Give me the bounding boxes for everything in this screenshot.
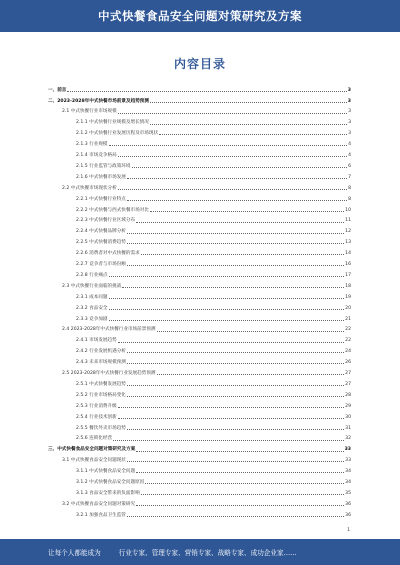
- toc-leader-dots: [127, 385, 344, 386]
- toc-entry[interactable]: [62, 106, 351, 115]
- toc-leader-dots: [118, 113, 347, 114]
- toc-leader-dots: [109, 298, 345, 299]
- toc-entry-page: 33: [344, 447, 351, 453]
- document-title: 中式快餐食品安全问题对策研究及方案: [98, 9, 302, 23]
- toc-entry-title: 3.1.3 食品安全带来的负面影响: [76, 490, 140, 496]
- toc-entry[interactable]: [76, 149, 351, 158]
- toc-heading: 内容目录: [173, 57, 226, 71]
- footer-slogan: 让每个人都能成为: [48, 549, 101, 557]
- toc-entry[interactable]: [76, 302, 351, 311]
- toc-entry-page: 26: [345, 360, 351, 366]
- toc-entry[interactable]: [76, 346, 351, 355]
- toc-entry-title: 2.1 中式快餐行业市场规模: [62, 109, 117, 115]
- toc-entry-title: 2.2 中式快餐市场现状分析: [62, 185, 117, 191]
- toc-entry-page: 29: [345, 403, 351, 409]
- toc-entry[interactable]: [76, 139, 351, 148]
- toc-entry[interactable]: [76, 258, 351, 267]
- toc-entry[interactable]: [76, 476, 351, 485]
- toc-leader-dots: [150, 211, 344, 212]
- toc-leader-dots: [157, 374, 345, 375]
- toc-entry[interactable]: [76, 248, 351, 257]
- toc-entry-page: 35: [345, 490, 351, 496]
- toc-leader-dots: [118, 418, 344, 419]
- toc-entry-title: 2.2.7 竞争者与市场份额: [76, 262, 126, 268]
- toc-entry-page: 3: [347, 98, 351, 104]
- toc-entry-title: 2.5.4 行业技术创新: [76, 414, 117, 420]
- toc-leader-dots: [67, 91, 346, 92]
- toc-leader-dots: [141, 254, 344, 255]
- toc-leader-dots: [109, 145, 348, 146]
- toc-entry[interactable]: [76, 215, 351, 224]
- toc-entry-page: 11: [345, 218, 351, 224]
- toc-entry-page: 7: [348, 174, 351, 180]
- toc-entry-page: 12: [345, 229, 351, 235]
- toc-entry-page: 4: [348, 142, 351, 148]
- toc-entry[interactable]: [76, 378, 351, 387]
- toc-entry-page: 22: [345, 338, 351, 344]
- toc-entry[interactable]: [76, 433, 351, 442]
- toc-entry-title: 2.1.3 行业规模: [76, 142, 108, 148]
- toc-entry[interactable]: [76, 291, 351, 300]
- toc-entry-page: 20: [345, 305, 351, 311]
- toc-entry-title: 2.5.3 行业消费升级: [76, 403, 117, 409]
- toc-entry-page: 21: [345, 316, 351, 322]
- toc-leader-dots: [109, 309, 345, 310]
- toc-entry[interactable]: [76, 128, 351, 137]
- toc-entry[interactable]: [48, 84, 351, 93]
- toc-leader-dots: [127, 396, 344, 397]
- toc-entry[interactable]: [62, 182, 351, 191]
- toc-entry-page: 8: [348, 185, 351, 191]
- toc-entry-title: 2.2.2 中式快餐与西式快餐市场对比: [76, 207, 149, 213]
- toc-leader-dots: [127, 352, 344, 353]
- toc-entry[interactable]: [48, 444, 351, 453]
- toc-entry-title: 2.1.5 行业监管与政策环境: [76, 163, 131, 169]
- toc-entry[interactable]: [76, 335, 351, 344]
- toc-leader-dots: [113, 440, 344, 441]
- toc-entry[interactable]: [76, 466, 351, 475]
- toc-entry-page: 36: [345, 512, 351, 518]
- toc-entry-title: 2.5.2 行业市场格局变化: [76, 392, 126, 398]
- toc-entry-title: 2.4.2 行业发展机遇分析: [76, 349, 126, 355]
- toc-entry-page: 22: [345, 327, 351, 333]
- toc-leader-dots: [136, 505, 344, 506]
- toc-entry-title: 2.2.8 行业痛点: [76, 272, 108, 278]
- toc-leader-dots: [127, 363, 344, 364]
- toc-entry-page: 27: [345, 381, 351, 387]
- toc-entry[interactable]: [76, 237, 351, 246]
- toc-entry-page: 10: [345, 207, 351, 213]
- toc-entry-title: 2.1.4 市场竞争格局: [76, 153, 117, 159]
- toc-entry-page: 3: [347, 87, 351, 93]
- toc-entry-page: 3: [348, 120, 351, 126]
- toc-entry-page: 17: [345, 272, 351, 278]
- toc-entry[interactable]: [76, 193, 351, 202]
- page-number: 1: [347, 528, 350, 533]
- toc-entry-title: 3.2.1 加强食品卫生监管: [76, 512, 126, 518]
- toc-entry[interactable]: [62, 455, 351, 464]
- toc-entry-title: 2.3.2 食品安全: [76, 305, 108, 311]
- toc-entry[interactable]: [76, 171, 351, 180]
- toc-leader-dots: [136, 222, 344, 223]
- toc-entry[interactable]: [76, 269, 351, 278]
- toc-leader-dots: [127, 429, 344, 430]
- toc-leader-dots: [136, 472, 344, 473]
- toc-leader-dots: [150, 124, 347, 125]
- toc-entry[interactable]: [76, 313, 351, 322]
- page-footer: [0, 539, 400, 565]
- toc-entry-page: 33: [345, 458, 351, 464]
- toc-entry-page: 13: [345, 240, 351, 246]
- toc-leader-dots: [118, 342, 344, 343]
- toc-leader-dots: [127, 516, 344, 517]
- toc-entry[interactable]: [48, 95, 351, 104]
- toc-leader-dots: [132, 167, 348, 168]
- toc-leader-dots: [141, 494, 344, 495]
- footer-tagline: 行业专家、管理专家、营销专家、战略专家、成功企业家……: [118, 549, 297, 557]
- toc-leader-dots: [127, 243, 344, 244]
- toc-entry-page: 6: [348, 163, 351, 169]
- toc-entry-title: 二、2023-2028年中式快餐市场前景及趋势预测: [48, 98, 149, 104]
- toc-leader-dots: [159, 134, 347, 135]
- toc-entry-title: 2.4.3 未来市场规模预测: [76, 360, 126, 366]
- toc-entry-page: 32: [345, 436, 351, 442]
- toc-entry-title: 2.1.1 中式快餐行业规模及增长情况: [76, 120, 149, 126]
- toc-entry-page: 34: [345, 480, 351, 486]
- toc-entry[interactable]: [76, 411, 351, 420]
- toc-leader-dots: [109, 276, 345, 277]
- toc-entry-title: 2.2.3 中式快餐行业区域分布: [76, 218, 136, 224]
- toc-entry-page: 19: [345, 294, 351, 300]
- toc-entry-title: 2.5.1 中式快餐发展趋势: [76, 381, 126, 387]
- toc-entry-page: 30: [345, 414, 351, 420]
- toc-entry-page: 16: [345, 262, 351, 268]
- toc-entry-page: 34: [345, 469, 351, 475]
- toc-entry-page: 24: [345, 349, 351, 355]
- toc-leader-dots: [127, 200, 347, 201]
- toc-entry-title: 2.3 中式快餐行业面临的挑战: [62, 283, 122, 289]
- toc-leader-dots: [145, 483, 344, 484]
- toc-entry-page: 28: [345, 392, 351, 398]
- toc-leader-dots: [127, 178, 347, 179]
- toc-leader-dots: [109, 320, 345, 321]
- toc-entry[interactable]: [76, 226, 351, 235]
- toc-entry-title: 2.4 2023-2028年中式快餐行业市场前景预测: [62, 327, 156, 333]
- toc-entry-title: 2.2.6 消费者对中式快餐的需求: [76, 251, 140, 257]
- toc-entry[interactable]: [76, 357, 351, 366]
- toc-entry-page: 14: [345, 251, 351, 257]
- toc-entry-title: 2.5.5 餐饮外卖市场趋势: [76, 425, 126, 431]
- toc-entry-title: 3.1.1 中式快餐食品安全问题: [76, 469, 136, 475]
- toc-entry-page: 18: [345, 283, 351, 289]
- toc-entry[interactable]: [76, 509, 351, 518]
- toc-entry-title: 3.1.2 中式快餐食品安全问题原因: [76, 480, 145, 486]
- toc-entry[interactable]: [76, 389, 351, 398]
- toc-entry[interactable]: [62, 280, 351, 289]
- toc-entry[interactable]: [62, 324, 351, 333]
- toc-leader-dots: [127, 461, 344, 462]
- toc-entry-page: 36: [345, 501, 351, 507]
- toc-entry-page: 4: [348, 153, 351, 159]
- toc-entry[interactable]: [76, 422, 351, 431]
- toc-entry-page: 3: [348, 131, 351, 137]
- toc-entry[interactable]: [76, 487, 351, 496]
- toc-leader-dots: [118, 189, 347, 190]
- toc-entry-title: 一、前言: [48, 87, 67, 93]
- toc-entry-title: 2.2.5 中式快餐消费趋势: [76, 240, 126, 246]
- toc-entry-title: 2.1.2 中式快餐行业发展历程及市场现状: [76, 131, 159, 137]
- toc-leader-dots: [136, 451, 343, 452]
- page-header: [0, 0, 400, 32]
- toc-leader-dots: [118, 156, 347, 157]
- toc-entry-title: 2.2.1 中式快餐行业特点: [76, 196, 126, 202]
- toc-entry-page: 27: [345, 371, 351, 377]
- toc-leader-dots: [157, 331, 345, 332]
- toc-entry-title: 3.1 中式快餐食品安全问题现状: [62, 458, 126, 464]
- toc-entry[interactable]: [76, 117, 351, 126]
- toc-entry-title: 3.2 中式快餐食品安全问题对策研究: [62, 501, 136, 507]
- toc-entry[interactable]: [62, 498, 351, 507]
- toc-entry-page: 31: [345, 425, 351, 431]
- toc-leader-dots: [150, 102, 347, 103]
- toc-leader-dots: [127, 233, 344, 234]
- toc-entry-title: 2.1.6 中式快餐市场发展: [76, 174, 126, 180]
- toc-entry-title: 2.3.3 竞争加剧: [76, 316, 108, 322]
- toc-entry-title: 三、中式快餐食品安全问题对策研究及方案: [48, 447, 136, 453]
- toc-entry-title: 2.5.6 连锁化经营: [76, 436, 113, 442]
- toc-entry[interactable]: [76, 204, 351, 213]
- toc-leader-dots: [118, 407, 344, 408]
- toc-entry-title: 2.2.4 中式快餐品牌分析: [76, 229, 126, 235]
- toc-entry[interactable]: [76, 400, 351, 409]
- toc-entry-page: 8: [348, 196, 351, 202]
- toc-entry-page: 3: [348, 109, 351, 115]
- toc-entry-title: 2.4.1 市场发展趋势: [76, 338, 117, 344]
- toc-entry-title: 2.5 2023-2028年中式快餐行业发展趋势预测: [62, 371, 156, 377]
- toc-entry[interactable]: [62, 367, 351, 376]
- toc-leader-dots: [122, 287, 344, 288]
- toc-entry-title: 2.3.1 成本问题: [76, 294, 108, 300]
- toc-entry[interactable]: [76, 160, 351, 169]
- toc-leader-dots: [127, 265, 344, 266]
